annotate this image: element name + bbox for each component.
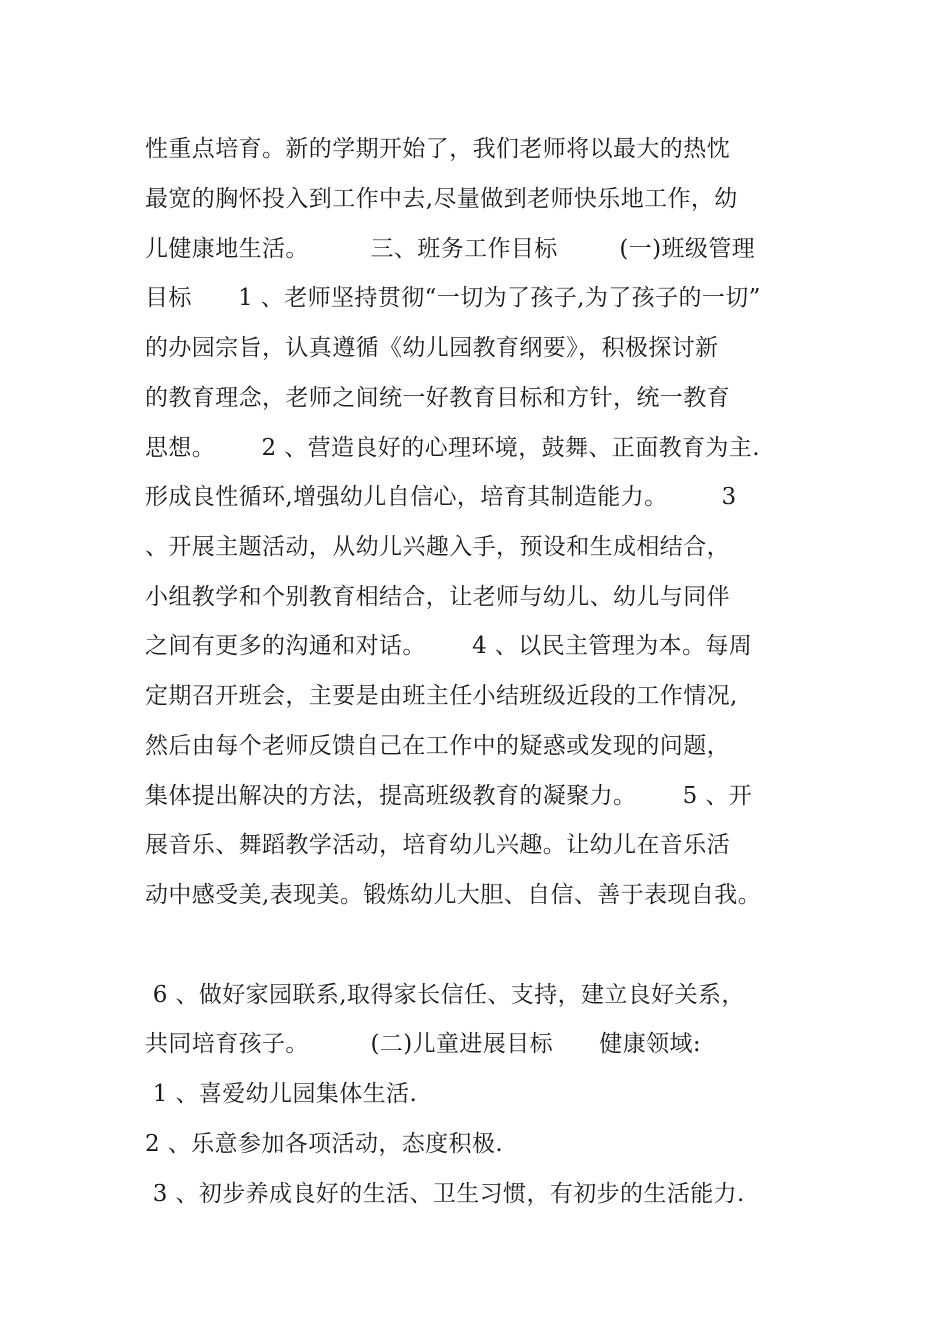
text-line-21: 3 、初步养成良好的生活、卫生习惯，有初步的生活能力. xyxy=(145,1181,745,1207)
text-line-6: 的教育理念，老师之间统一好教育目标和方针，统一教育 xyxy=(145,385,730,411)
text-line-9: 、开展主题活动，从幼儿兴趣入手，预设和生成相结合， xyxy=(145,534,730,560)
text-line-7: 思想。 2 、营造良好的心理环境，鼓舞、正面教育为主. xyxy=(145,435,760,461)
text-line-13: 然后由每个老师反馈自己在工作中的疑惑或发现的问题， xyxy=(145,733,730,759)
text-line-11: 之间有更多的沟通和对话。 4 、以民主管理为本。每周 xyxy=(145,633,753,659)
text-line-2: 最宽的胸怀投入到工作中去,尽量做到老师快乐地工作，幼 xyxy=(145,186,738,212)
text-line-14: 集体提出解决的方法，提高班级教育的凝聚力。 5 、开 xyxy=(145,783,753,809)
text-line-17: 6 、做好家园联系,取得家长信任、支持，建立良好关系， xyxy=(145,982,745,1008)
text-line-4: 目标 1 、老师坚持贯彻“一切为了孩子,为了孩子的一切” xyxy=(145,285,761,311)
text-line-18: 共同培育孩子。 (二)儿童进展目标 健康领域: xyxy=(145,1031,702,1057)
text-line-20: 2 、乐意参加各项活动，态度积极. xyxy=(145,1131,504,1157)
text-line-8: 形成良性循环,增强幼儿自信心，培育其制造能力。 3 xyxy=(145,484,737,510)
text-line-10: 小组教学和个别教育相结合，让老师与幼儿、幼儿与同伴 xyxy=(145,584,730,610)
text-line-19: 1 、喜爱幼儿园集体生活. xyxy=(145,1081,418,1107)
text-line-3: 儿健康地生活。 三、班务工作目标 (一)班级管理 xyxy=(145,236,756,262)
text-line-16: 动中感受美,表现美。锻炼幼儿大胆、自信、善于表现自我。 xyxy=(145,882,762,908)
text-line-1: 性重点培育。新的学期开始了，我们老师将以最大的热忱 xyxy=(145,136,730,162)
text-line-12: 定期召开班会，主要是由班主任小结班级近段的工作情况, xyxy=(145,683,738,709)
text-line-5: 的办园宗旨，认真遵循《幼儿园教育纲要》，积极探讨新 xyxy=(145,335,719,361)
text-line-15: 展音乐、舞蹈教学活动，培育幼儿兴趣。让幼儿在音乐活 xyxy=(145,832,730,858)
